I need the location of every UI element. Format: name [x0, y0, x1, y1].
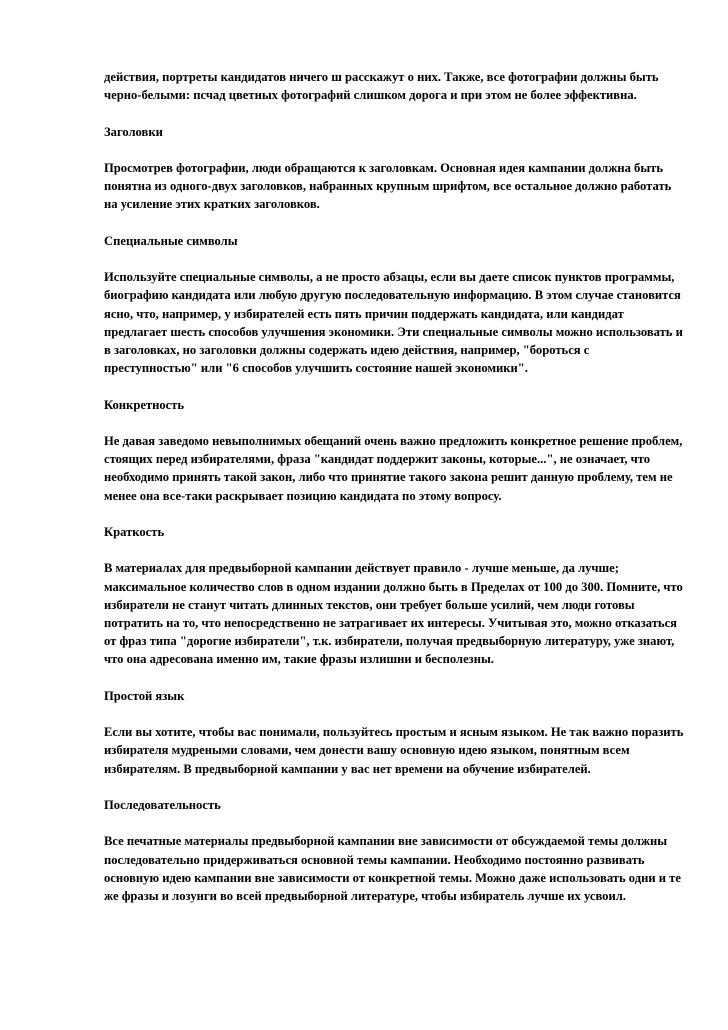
paragraph-consistency: Все печатные материалы предвыборной кампании вне зависимости от обсуждаемой темы должны последовательно придерживаться основной темы кампании. Необходимо постоянно развивать основную идею кампании вне зависимости от конкретной темы. Можно даже использовать одни и те же фразы и лозунги во всей предвыборной литературе, чтобы избиратель лучше их усвоил. — [104, 834, 681, 903]
heading-concreteness: Конкретность — [104, 397, 185, 412]
paragraph-special-symbols: Используйте специальные символы, а не просто абзацы, если вы даете список пунктов программы, биографию кандидата или любую другую последовательную информацию. В этом случае становится ясно, что, например, у избирателей есть пять причин поддержать кандидата, или кандидат предлагает шесть способов улучшения экономики. Эти специальные символы можно использовать и в заголовках, но заголовки должны содержать идею действия, например, "бороться с преступностью" или "6 способов улучшить состояние нашей экономики". — [104, 270, 683, 376]
heading-consistency: Последовательность — [104, 797, 221, 812]
document-page — [104, 68, 684, 923]
paragraph-zagolovki: Просмотрев фотографии, люди обращаются к заголовкам. Основная идея кампании должна быть понятна из одного-двух заголовков, набранных крупным шрифтом, все остальное должно работать на усиление этих кратких заголовков. — [104, 160, 672, 212]
paragraph-simple-language: Если вы хотите, чтобы вас понимали, пользуйтесь простым и ясным языком. Не так важно поразить избирателя мудреными словами, чем донести вашу основную идею языком, понятным всем избирателям. В предвыборной кампании у вас нет времени на обучение избирателей. — [104, 725, 684, 776]
heading-simple-language: Простой язык — [104, 688, 185, 703]
heading-zagolovki: Заголовки — [104, 124, 163, 139]
paragraph-brevity: В материалах для предвыборной кампании действует правило - лучше меньше, да лучше; максимальное количество слов в одном издании должно быть в Пределах от 100 до 300. Помните, что избиратели не станут читать длинных текстов, они требует больше усилий, чем люди готовы потратить на то, что непосредственно не затрагивает их интересы. Учитывая это, можно отказаться от фраз типа "дорогие избиратели", т.к. избиратели, получая предвыборную литературу, уже знают, что она адресована именно им, такие фразы излишни и бесполезны. — [104, 561, 683, 667]
heading-special-symbols: Специальные символы — [104, 233, 238, 248]
paragraph-concreteness: Не давая заведомо невыполнимых обещаний очень важно предложить конкретное решение проблем, стоящих перед избирателями, фраза "кандидат поддержит законы, которые...", не означает, что необходимо принять такой закон, либо что принятие такого закона решит данную проблему, тем не менее она все-таки раскрывает позицию кандидата по этому вопросу. — [104, 433, 683, 503]
heading-brevity: Краткость — [104, 524, 165, 539]
paragraph-photos-continued: действия, портреты кандидатов ничего ш расскажут о них. Также, все фотографии должны быть черно-белыми: псчад цветных фотографий слишком дорога и при этом не более эффективна. — [104, 70, 659, 103]
